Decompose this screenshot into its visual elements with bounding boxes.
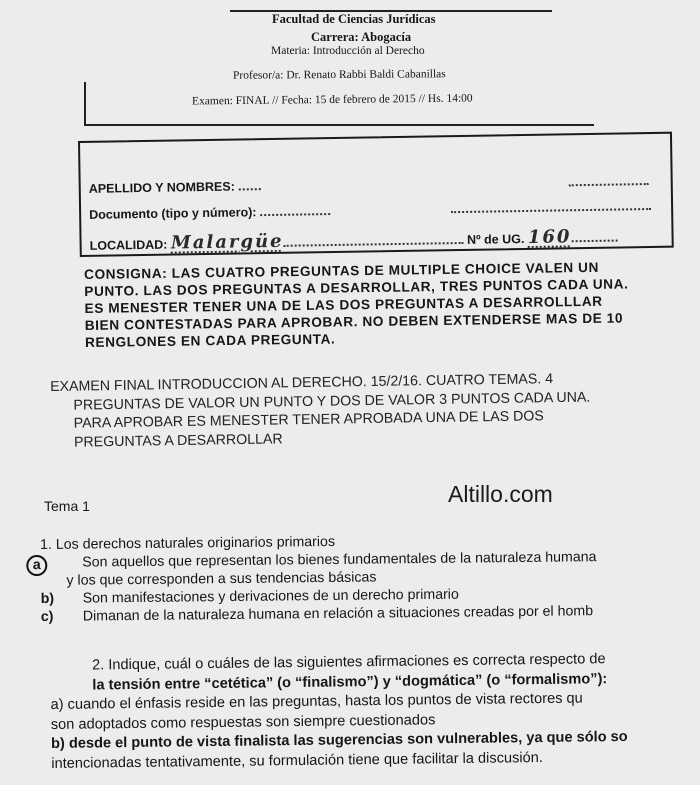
q2-title-line: la tensión entre “cetética” (o “finalismo”) y “dogmática” (o “formalismo”): xyxy=(92,670,608,693)
localidad-handwritten: Malargüe xyxy=(170,230,284,254)
consigna-line: ES MENESTER TENER UNA DE LAS DOS PREGUNTAS A DESARROLLLAR xyxy=(84,293,603,316)
apellido-dots-left xyxy=(238,178,260,190)
q1-option-b-text: Son manifestaciones y derivaciones de un derecho primario xyxy=(82,586,459,607)
q2-option-b[interactable]: b) desde el punto de vista finalista las sugerencias son vulnerables, ya que sólo so xyxy=(50,728,628,752)
altillo-watermark: Altillo.com xyxy=(448,481,553,507)
consigna-line: RENGLONES EN CADA PREGUNTA. xyxy=(84,331,336,350)
q2-option-b-cont: intencionadas tentativamente, su formulación tiene que facilitar la discusión. xyxy=(51,749,543,772)
exam-desc-line: EXAMEN FINAL INTRODUCCION AL DERECHO. 15/2/16. CUATRO TEMAS. 4 xyxy=(50,371,554,395)
documento-label: Documento (tipo y número): xyxy=(89,205,257,222)
q2-option-a[interactable]: a) cuando el énfasis reside en las preguntas, hasta los puntos de vista rectores qu xyxy=(50,690,583,713)
q1-title: 1. Los derechos naturales originarios primarios xyxy=(40,533,336,553)
documento-dots-right xyxy=(451,197,651,218)
faculty-title: Facultad de Ciencias Jurídicas xyxy=(272,12,436,26)
selected-answer-circle: a xyxy=(26,555,47,576)
q1-option-c-text: Dimanan de la naturaleza humana en relación a situaciones creadas por el homb xyxy=(82,603,594,625)
exam-info-line: Examen: FINAL // Fecha: 15 de febrero de 2015 // Hs. 14:00 xyxy=(191,92,473,108)
header-left-rule xyxy=(84,82,86,124)
ug-label: Nº de UG. xyxy=(466,232,525,247)
tema-heading: Tema 1 xyxy=(44,498,90,514)
consigna-line: PUNTO. LAS DOS PREGUNTAS A DESARROLLAR, TRES PUNTOS CADA UNA. xyxy=(84,276,629,299)
exam-desc-line: PREGUNTAS DE VALOR UN PUNTO Y DOS DE VALOR 3 PUNTOS CADA UNA. xyxy=(73,389,591,414)
professor-line: Profesor/a: Dr. Renato Rabbi Baldi Cabanillas xyxy=(232,68,446,82)
consigna-line: CONSIGNA: LAS CUATRO PREGUNTAS DE MULTIPLE CHOICE VALEN UN xyxy=(84,259,600,282)
question-1 xyxy=(32,530,700,627)
consigna-line: BIEN CONTESTADAS PARA APROBAR. NO DEBEN EXTENDERSE MAS DE 10 xyxy=(84,310,624,333)
apellido-dots-right xyxy=(569,172,649,191)
exam-description xyxy=(50,368,691,452)
localidad-label: LOCALIDAD: xyxy=(89,237,168,253)
student-id-box xyxy=(78,132,674,257)
ug-dots xyxy=(571,230,617,243)
documento-dots-left xyxy=(260,203,330,216)
q1-option-a-text: Son aquellos que representan los bienes fundamentales de la naturaleza humana xyxy=(82,549,597,571)
localidad-dots xyxy=(283,232,463,247)
exam-desc-line: PREGUNTAS A DESARROLLAR xyxy=(73,430,283,451)
q1-option-b-label: b) xyxy=(40,590,55,607)
apellido-field[interactable] xyxy=(89,178,261,196)
career-title: Carrera: Abogacía xyxy=(311,30,412,44)
documento-field[interactable] xyxy=(89,203,330,222)
exam-desc-line: PARA APROBAR ES MENESTER TENER APROBADA UNA DE LAS DOS xyxy=(73,408,544,432)
q1-option-c-label: c) xyxy=(40,608,54,625)
q2-option-a-cont: son adoptados como respuestas son siempre cuestionados xyxy=(50,711,436,733)
header-bottom-rule xyxy=(84,124,594,126)
subject-line: Materia: Introducción al Derecho xyxy=(271,45,425,57)
apellido-label: APELLIDO Y NOMBRES: xyxy=(88,179,235,196)
localidad-field[interactable] xyxy=(89,226,617,255)
q2-title-line: 2. Indique, cuál o cuáles de las siguientes afirmaciones es correcta respecto de xyxy=(92,651,606,674)
q1-option-a-cont: y los que corresponden a sus tendencias básicas xyxy=(66,569,377,589)
consigna-block xyxy=(84,258,685,351)
question-2 xyxy=(50,649,700,774)
ug-handwritten: 160 xyxy=(527,226,572,248)
